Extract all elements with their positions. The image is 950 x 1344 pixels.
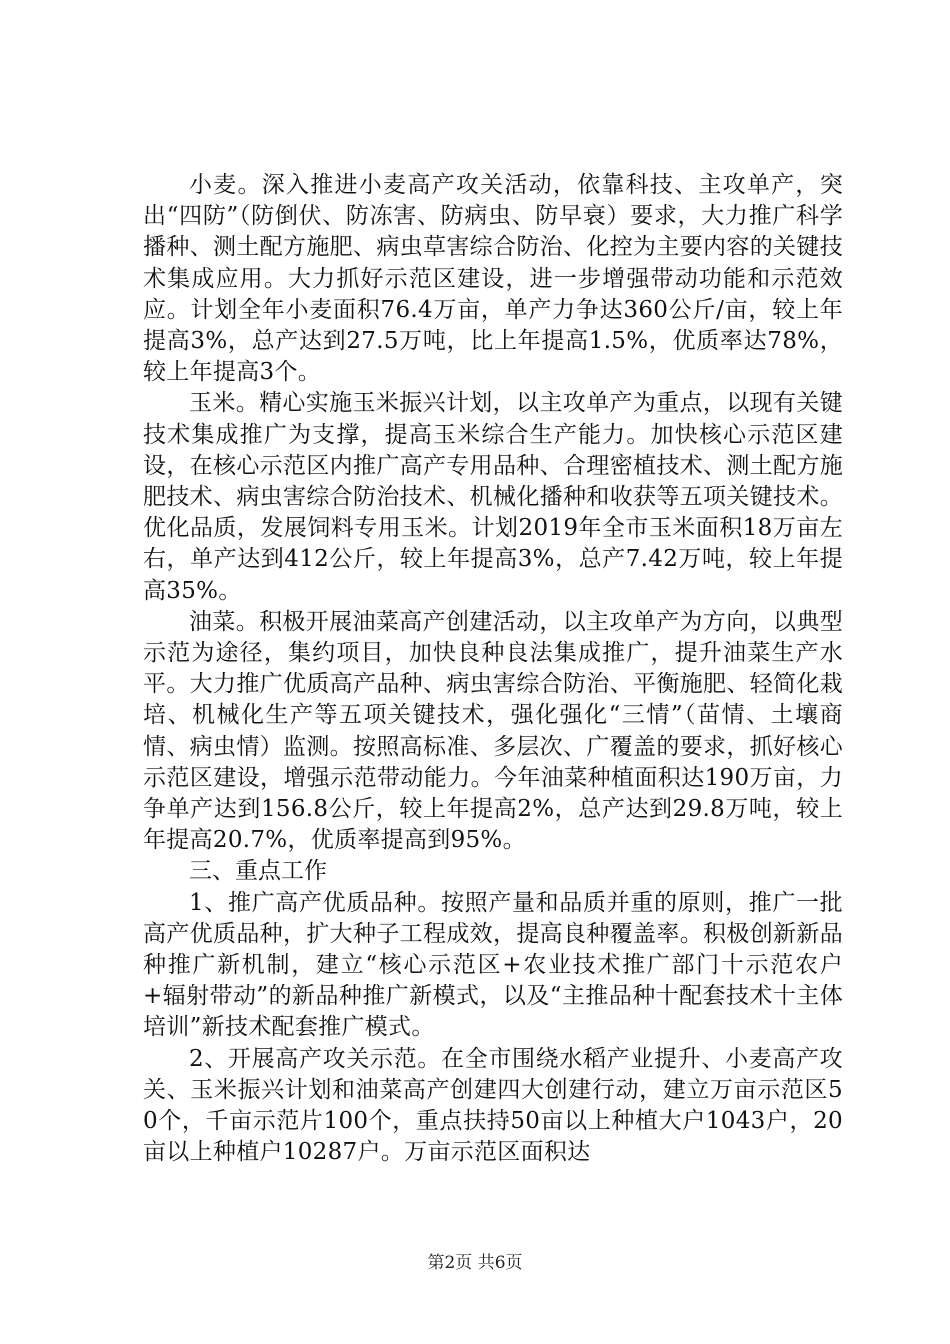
paragraph-demonstration: 2、开展高产攻关示范。在全市围绕水稻产业提升、小麦高产攻关、玉米振兴计划和油菜高产创建四大创建行动，建立万亩示范区50个，千亩示范片100个，重点扶持50亩以上种植大户1043户，20亩以上种植户10287户。万亩示范区面积达 [143,1045,843,1166]
paragraph-rapeseed: 油菜。积极开展油菜高产创建活动，以主攻单产为方向，以典型示范为途径，集约项目，加快良种良法集成推广，提升油菜生产水平。大力推广优质高产品种、病虫害综合防治、平衡施肥、轻简化栽培、机械化生产等五项关键技术，强化强化“三情”（苗情、土壤商情、病虫情）监测。按照高标准、多层次、广覆盖的要求，抓好核心示范区建设，增强示范带动能力。今年油菜种植面积达190万亩，力争单产达到156.8公斤，较上年提高2%，总产达到29.8万吨，较上年提高20.7%，优质率提高到95%。 [143,608,843,854]
page-number: 第2页 共6页 [427,1253,523,1273]
paragraph-varieties: 1、推广高产优质品种。按照产量和品质并重的原则，推广一批高产优质品种，扩大种子工程成效，提高良种覆盖率。积极创新新品种推广新机制，建立“核心示范区+农业技术推广部门十示范农户+辐射带动”的新品种推广新模式，以及“主推品种十配套技术十主体培训”新技术配套推广模式。 [143,889,843,1041]
section-heading: 三、重点工作 [189,858,327,885]
paragraph-corn: 玉米。精心实施玉米振兴计划，以主攻单产为重点，以现有关键技术集成推广为支撑，提高玉米综合生产能力。加快核心示范区建设，在核心示范区内推广高产专用品种、合理密植技术、测土配方施肥技术、病虫害综合防治技术、机械化播种和收获等五项关键技术。优化品质，发展饲料专用玉米。计划2019年全市玉米面积18万亩左右，单产达到412公斤，较上年提高3%，总产7.42万吨，较上年提高35%。 [143,390,843,604]
paragraph-wheat: 小麦。深入推进小麦高产攻关活动，依靠科技、主攻单产，突出“四防”（防倒伏、防冻害、防病虫、防早衰）要求，大力推广科学播种、测土配方施肥、病虫草害综合防治、化控为主要内容的关键技术集成应用。大力抓好示范区建设，进一步增强带动功能和示范效应。计划全年小麦面积76.4万亩，单产力争达360公斤/亩，较上年提高3%，总产达到27.5万吨，比上年提高1.5%，优质率达78%，较上年提高3个。 [143,172,843,386]
document-body [143,170,843,1169]
